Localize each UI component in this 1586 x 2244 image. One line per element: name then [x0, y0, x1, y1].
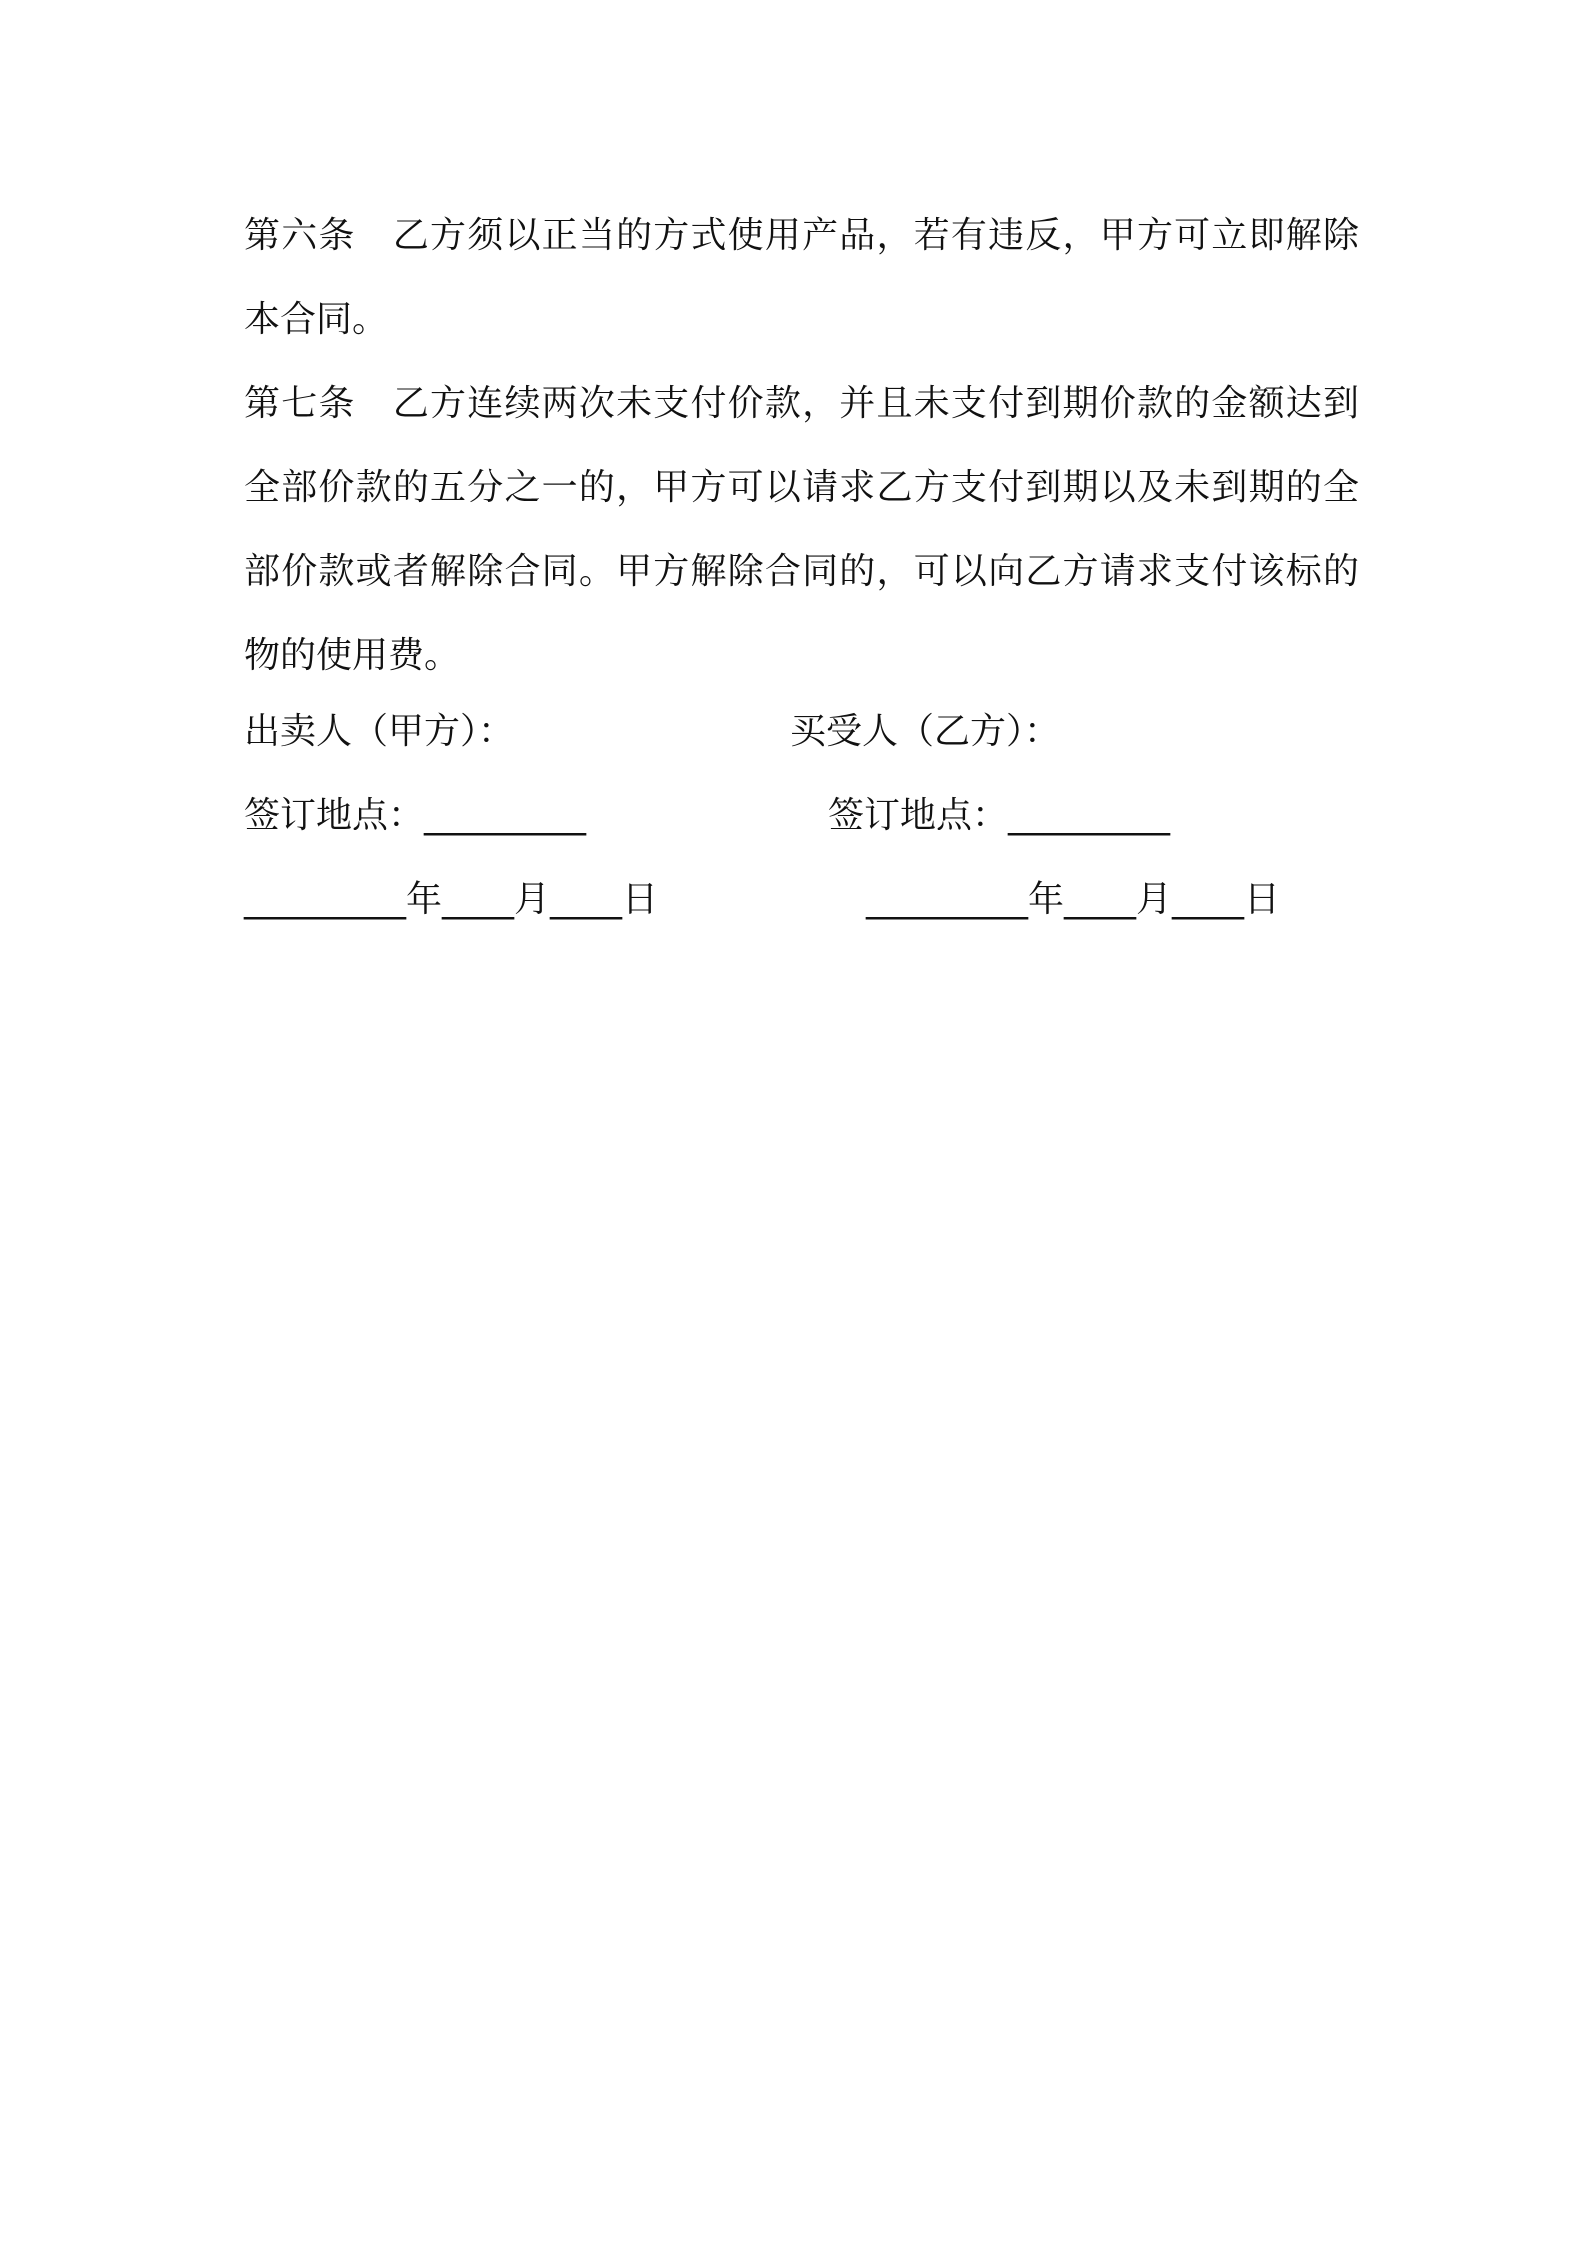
- seller-label: 出卖人（甲方）：: [244, 711, 515, 752]
- article-7-line-1: 第七条 乙方连续两次未支付价款，并且未支付到期价款的金额达到: [244, 383, 1359, 424]
- seller-signing-place: 签订地点：_________: [244, 795, 587, 836]
- article-6-line-2: 本合同。: [244, 299, 389, 340]
- buyer-label: 买受人（乙方）：: [790, 711, 1061, 752]
- buyer-signing-date: _________年____月____日: [866, 879, 1280, 920]
- article-7-line-4: 物的使用费。: [244, 635, 461, 676]
- article-7-line-3: 部价款或者解除合同。甲方解除合同的，可以向乙方请求支付该标的: [244, 551, 1359, 592]
- seller-signing-date: _________年____月____日: [244, 879, 658, 920]
- article-6-line-1: 第六条 乙方须以正当的方式使用产品，若有违反，甲方可立即解除: [244, 215, 1359, 256]
- buyer-signing-place: 签订地点：_________: [828, 795, 1171, 836]
- contract-body: [244, 194, 1359, 698]
- article-7-line-2: 全部价款的五分之一的，甲方可以请求乙方支付到期以及未到期的全: [244, 467, 1359, 508]
